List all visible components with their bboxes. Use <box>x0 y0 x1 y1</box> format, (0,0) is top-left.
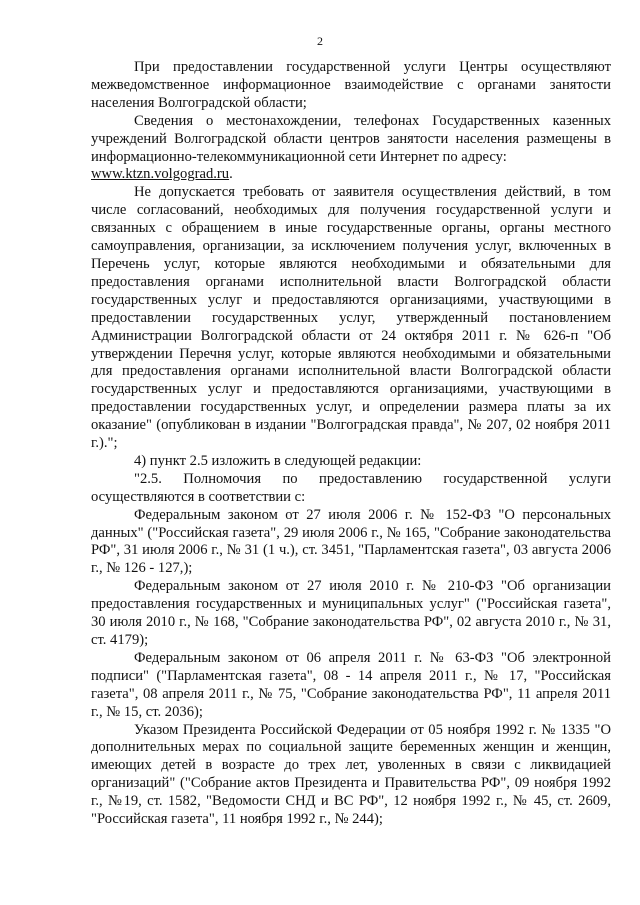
paragraph-website <box>91 166 611 184</box>
paragraph-decree-1335: Указом Президента Российской Федерации от 05 ноября 1992 г. № 1335 "О дополнительных мерах по социальной защите беременных женщин и женщин, имеющих детей в возрасте до трех лет, уволенных в связи с ликвидацией организаций" ("Собрание актов Президента и Правительства РФ", 09 ноября 1992 г., №19, ст. 1582, "Ведомости СНД и ВС РФ", 12 ноября 1992 г., № 45, ст. 2609, "Российская газета", 11 ноября 1992 г., № 244); <box>91 721 611 828</box>
paragraph-location-info: Сведения о местонахождении, телефонах Государственных казенных учреждений Волгоградской области центров занятости населения размещены в информационно-телекоммуникационной сети Интернет по адресу: <box>91 112 611 165</box>
paragraph-item-4: 4) пункт 2.5 изложить в следующей редакции: <box>134 452 422 469</box>
paragraph-interaction: При предоставлении государственной услуги Центры осуществляют межведомственное информационное взаимодействие с органами занятости населения Волгоградской области; <box>91 59 611 111</box>
website-suffix: . <box>229 166 233 183</box>
paragraph-section-2-5: "2.5. Полномочия по предоставлению государственной услуги осуществляются в соответствии с: <box>91 470 611 505</box>
website-link[interactable]: www.ktzn.volgograd.ru <box>91 166 230 183</box>
paragraph-law-152: Федеральным законом от 27 июля 2006 г. № 152-ФЗ "О персональных данных" ("Российская газета", 29 июля 2006 г., № 165, "Собрание законодательства РФ", 31 июля 2006 г., № 31 (1 ч.), ст. 3451, "Парламентская газета", 03 августа 2006 г., № 126 - 127,); <box>91 506 611 577</box>
page-number: 2 <box>317 34 323 48</box>
document-body <box>91 59 611 829</box>
paragraph-law-63: Федеральным законом от 06 апреля 2011 г. № 63-ФЗ "Об электронной подписи" ("Парламентская газета", 08 - 14 апреля 2011 г., № 17, "Российская газета", 08 апреля 2011 г., № 75, "Собрание законодательства РФ", 11 апреля 2011 г., № 15, ст. 2036); <box>91 649 611 720</box>
paragraph-prohibition: Не допускается требовать от заявителя осуществления действий, в том числе согласований, необходимых для получения государственной услуги и связанных с обращением в иные государственные органы, органы местного самоуправления, организации, за исключением получения услуг, включенных в Перечень услуг, которые являются необходимыми и обязательными для предоставления органами исполнительной власти Волгоградской области государственных услуг и предоставляются организациями, участвующими в предоставлении государственных услуг, утвержденный постановлением Администрации Волгоградской области от 24 октября 2011 г. № 626-п "Об утверждении Перечня услуг, которые являются необходимыми и обязательными для предоставления органами исполнительной власти Волгоградской области государственных услуг и предоставляются организациями, участвующими в предоставлении государственных услуг, и определении размера платы за их оказание" (опубликован в издании "Волгоградская правда", № 207, 02 ноября 2011 г.)."; <box>91 184 611 452</box>
paragraph-law-210: Федеральным законом от 27 июля 2010 г. № 210-ФЗ "Об организации предоставления государственных и муниципальных услуг" ("Российская газета", 30 июля 2010 г., № 168, "Собрание законодательства РФ", 02 августа 2010 г., № 31, ст. 4179); <box>91 578 611 648</box>
